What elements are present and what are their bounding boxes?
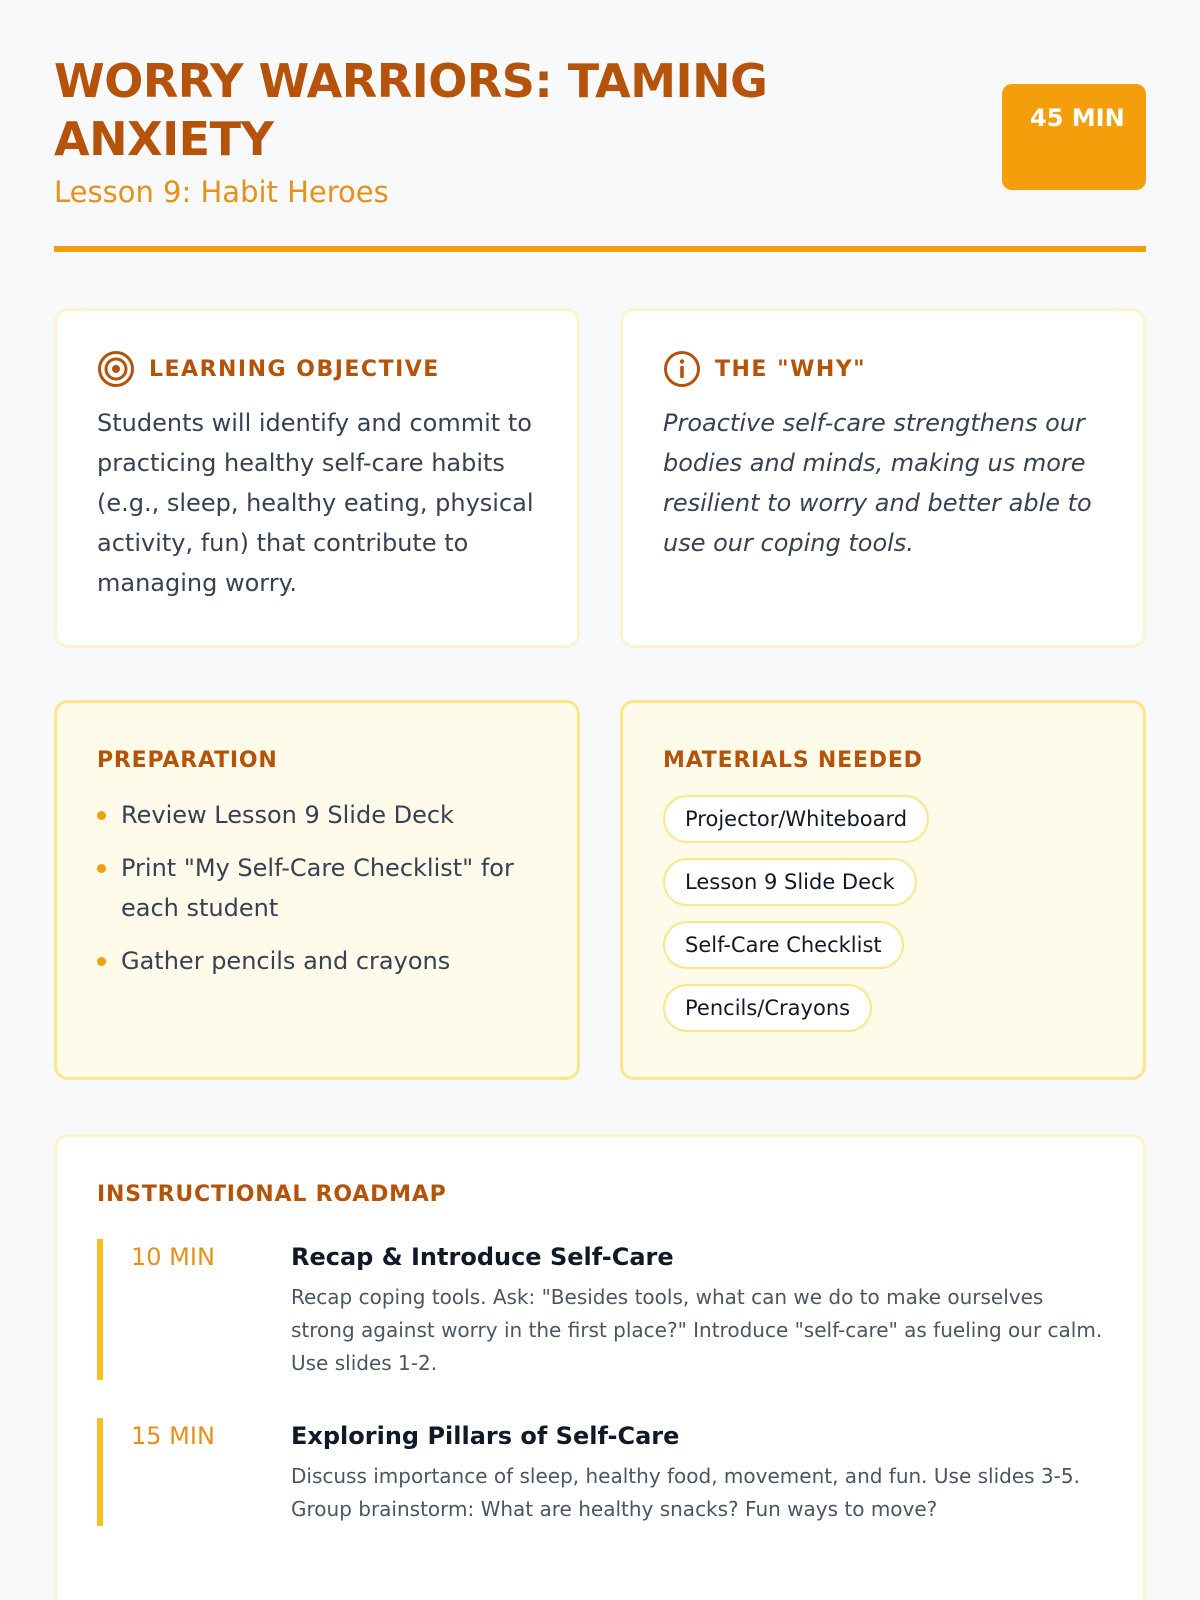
header — [54, 52, 1146, 252]
why-text: Proactive self-care strengthens our bodies and minds, making us more resilient to worry and better able to use our coping tools. — [663, 409, 1092, 557]
instructional-roadmap-card — [54, 1134, 1146, 1600]
list-item: Print "My Self-Care Checklist" for each student — [97, 848, 537, 928]
step-description: Discuss importance of sleep, healthy food, movement, and fun. Use slides 3-5. Group brainstorm: What are healthy snacks? Fun ways to move? — [291, 1464, 1080, 1521]
materials-card — [620, 700, 1146, 1080]
bullet-icon — [97, 957, 106, 966]
why-label: THE "WHY" — [715, 356, 867, 382]
material-pill: Pencils/Crayons — [663, 984, 872, 1032]
list-item: Review Lesson 9 Slide Deck — [97, 795, 537, 835]
roadmap-step — [97, 1418, 1103, 1526]
target-icon — [97, 350, 135, 388]
material-pill: Self-Care Checklist — [663, 921, 904, 969]
prep-materials-row — [54, 700, 1146, 1080]
header-divider — [54, 246, 1146, 252]
preparation-list — [97, 795, 537, 981]
step-content — [291, 1418, 1103, 1526]
step-title: Exploring Pillars of Self-Care — [291, 1422, 680, 1450]
learning-objective-label: LEARNING OBJECTIVE — [149, 356, 440, 382]
material-pill: Projector/Whiteboard — [663, 795, 929, 843]
learning-objective-text: Students will identify and commit to practicing healthy self-care habits (e.g., sleep, healthy eating, physical activity, fun) that contribute to managing worry. — [97, 409, 534, 597]
material-pill: Lesson 9 Slide Deck — [663, 858, 917, 906]
step-time: 10 MIN — [131, 1243, 215, 1271]
page-title: WORRY WARRIORS: TAMING ANXIETY — [54, 54, 768, 166]
roadmap-step — [97, 1239, 1103, 1380]
bullet-icon — [97, 811, 106, 820]
step-description: Recap coping tools. Ask: "Besides tools, what can we do to make ourselves strong against worry in the first place?" Introduce "self-care" as fueling our calm. Use slides 1-2. — [291, 1285, 1103, 1375]
step-content — [291, 1239, 1103, 1380]
why-heading — [663, 351, 1103, 387]
step-title: Recap & Introduce Self-Care — [291, 1243, 674, 1271]
bullet-icon — [97, 864, 106, 873]
info-icon — [663, 350, 701, 388]
preparation-card — [54, 700, 580, 1080]
lesson-subtitle: Lesson 9: Habit Heroes — [54, 175, 389, 209]
why-card — [620, 308, 1146, 648]
objective-row — [54, 308, 1146, 648]
duration-badge: 45 MIN — [1002, 84, 1146, 190]
step-time: 15 MIN — [131, 1422, 215, 1450]
learning-objective-heading — [97, 351, 537, 387]
materials-heading: MATERIALS NEEDED — [663, 748, 923, 773]
learning-objective-card — [54, 308, 580, 648]
preparation-heading: PREPARATION — [97, 748, 278, 773]
list-item: Gather pencils and crayons — [97, 941, 537, 981]
materials-list — [663, 795, 1103, 1032]
roadmap-heading: INSTRUCTIONAL ROADMAP — [97, 1182, 447, 1207]
